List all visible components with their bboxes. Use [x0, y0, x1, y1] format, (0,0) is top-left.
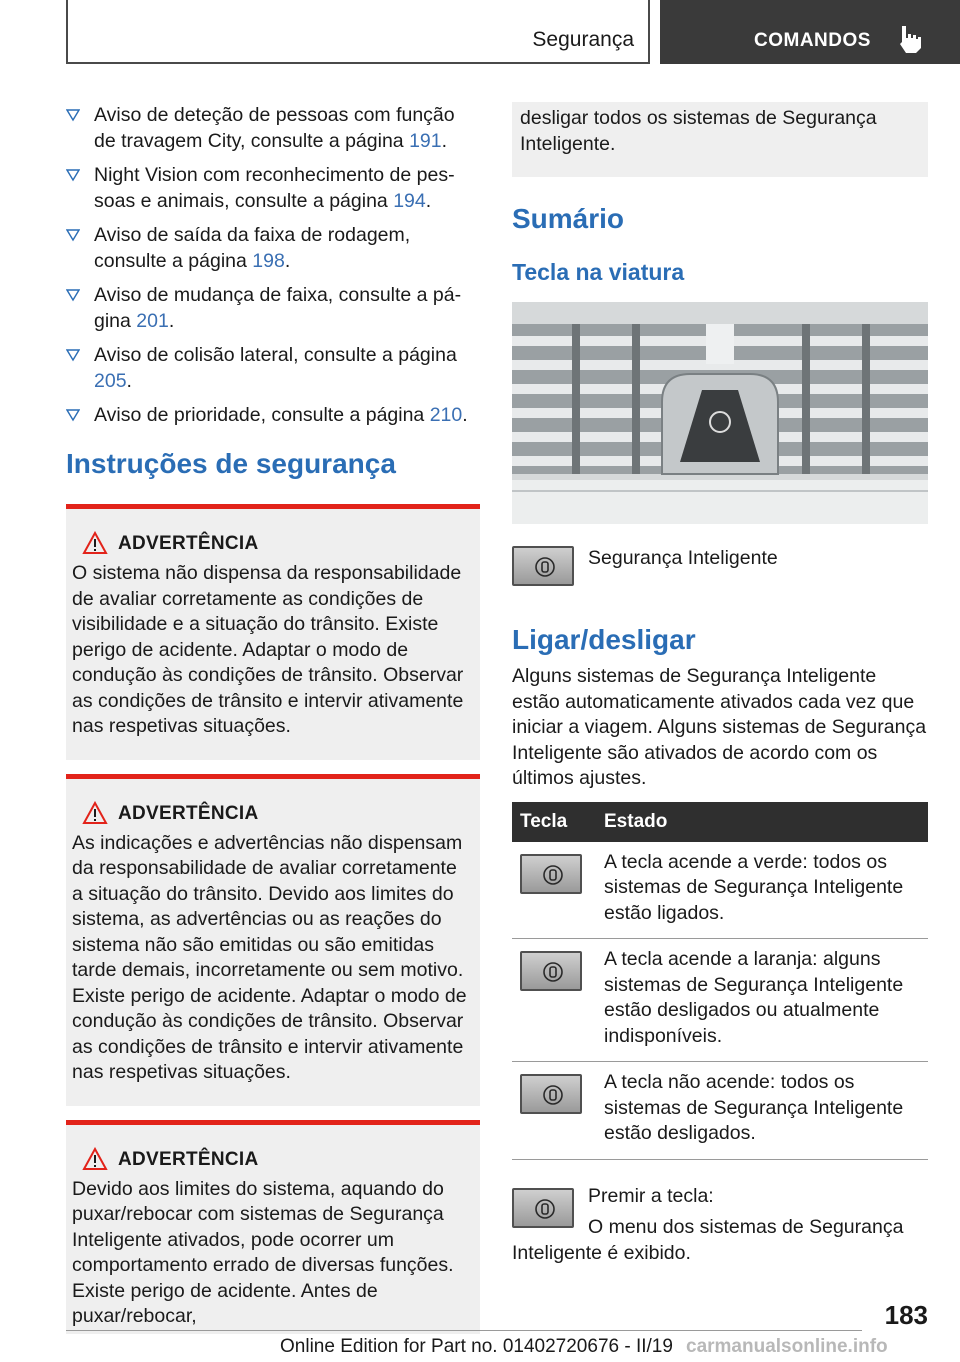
warning-continuation: desligar todos os sistemas de Segurança Inteligente.	[512, 102, 928, 177]
page-link[interactable]: 194	[393, 190, 426, 212]
dashboard-vent-image	[512, 302, 928, 524]
warning-text: Devido aos limites do sistema, aquando do puxar/rebocar com sistemas de Segurança Inteligente ativados, pode ocorrer um comportamento errado de diversas funções. Existe perigo de acidente. Antes de puxar/rebocar,	[72, 1177, 454, 1327]
page-link[interactable]: 201	[136, 310, 169, 332]
list-item: Night Vision com reconhecimento de pessoas e animais, consulte a página 194.	[66, 162, 480, 214]
warning-title: ADVERTÊNCIA	[118, 1148, 259, 1170]
warning-box	[66, 774, 480, 1106]
section-box	[66, 0, 650, 64]
triangle-bullet-icon	[66, 348, 80, 362]
table-row	[512, 842, 928, 939]
triangle-bullet-icon	[66, 228, 80, 242]
warning-text: O sistema não dispensa da responsabilidade de avaliar corretamente as condições de visibilidade e a situação do trânsito. Existe perigo de acidente. Adaptar o modo de condução às condições de trânsito. Observar as condições de trânsito e intervir ativamente nas respetivas situações.	[72, 562, 464, 737]
safety-heading: Instruções de segurança	[66, 448, 396, 479]
list-item: Aviso de prioridade, consulte a página 210.	[66, 402, 480, 428]
triangle-bullet-icon	[66, 288, 80, 302]
left-column	[66, 102, 480, 1334]
page-number: 183	[884, 1300, 928, 1330]
safety-button-icon	[520, 951, 582, 991]
list-item: Aviso de deteção de pessoas com função de travagem City, consulte a página 191.	[66, 102, 480, 154]
hand-pointer-icon	[896, 24, 924, 54]
state-table	[512, 802, 928, 1160]
table-header-row	[512, 802, 928, 842]
safety-button-icon	[520, 854, 582, 894]
section-title: Segurança	[532, 28, 634, 51]
list-item: Aviso de colisão lateral, consulte a página 205.	[66, 342, 480, 394]
warning-text: As indicações e advertências não dispensam da responsabilidade de avaliar corretamente a situação do trânsito. Devido aos limites do sistema, as advertências ou as reações do sistema não são emitidas ou são emitidas tarde demais, incorretamente ou sem motivo. Existe perigo de acidente. Adaptar o modo de condução às condições de trânsito. Observar as condições de trânsito e intervir ativamente nas respetivas situações.	[72, 831, 467, 1083]
press-label: Premir a tecla:	[588, 1184, 714, 1207]
state-text: A tecla não acende: todos os sistemas de Segurança Inteligente estão desligados.	[596, 1062, 928, 1160]
column-header-key: Tecla	[512, 802, 596, 842]
page-link[interactable]: 191	[409, 130, 442, 152]
page-header	[0, 0, 960, 64]
triangle-bullet-icon	[66, 168, 80, 182]
warning-box	[66, 1120, 480, 1334]
page-link[interactable]: 210	[429, 404, 463, 426]
page-link[interactable]: 198	[252, 250, 285, 272]
edition-text: Online Edition for Part no. 01402720676 - II/19	[280, 1336, 673, 1357]
warning-triangle-icon	[82, 531, 108, 555]
state-text: A tecla acende a laranja: alguns sistemas de Segurança Inteligente estão desligados ou atualmente indisponíveis.	[596, 939, 928, 1062]
car-radar-icon	[542, 961, 564, 983]
press-result	[588, 1215, 928, 1241]
warning-box	[66, 504, 480, 760]
press-instruction	[512, 1184, 928, 1241]
summary-heading: Sumário	[512, 203, 625, 234]
car-radar-icon	[534, 556, 556, 578]
warning-title: ADVERTÊNCIA	[118, 533, 259, 554]
warning-triangle-icon	[82, 801, 108, 825]
chapter-tab	[660, 0, 960, 64]
safety-button-icon	[520, 1074, 582, 1114]
triangle-bullet-icon	[66, 108, 80, 122]
key-heading: Tecla na viatura	[512, 259, 685, 285]
warning-triangle-icon	[82, 1147, 108, 1171]
onoff-heading: Ligar/desligar	[512, 624, 696, 655]
column-header-state: Estado	[596, 802, 928, 842]
onoff-text: Alguns sistemas de Segurança Inteligente estão automaticamente ativados cada vez que iniciar a viagem. Alguns sistemas de Segurança Inteligente são ativados de acordo com os últimos ajustes.	[512, 665, 927, 789]
footer-divider	[66, 1330, 862, 1331]
vehicle-key-photo	[512, 302, 928, 524]
press-result-text: O menu dos sistemas de Segurança Inteligente é exibido.	[512, 1216, 904, 1264]
watermark-logo: carmanualsonline.info	[686, 1336, 888, 1357]
key-caption: Segurança Inteligente	[588, 547, 778, 569]
state-text: A tecla acende a verde: todos os sistemas de Segurança Inteligente estão ligados.	[596, 842, 928, 939]
table-row	[512, 1062, 928, 1160]
chapter-title: COMANDOS	[754, 30, 871, 51]
car-radar-icon	[542, 1084, 564, 1106]
page-link[interactable]: 205	[94, 370, 127, 392]
safety-button-icon	[512, 1188, 574, 1228]
table-row	[512, 939, 928, 1062]
car-radar-icon	[534, 1198, 556, 1220]
key-caption-row	[512, 546, 928, 596]
list-item: Aviso de saída da faixa de rodagem, consulte a página 198.	[66, 222, 480, 274]
warning-title: ADVERTÊNCIA	[118, 802, 259, 824]
triangle-bullet-icon	[66, 408, 80, 422]
car-radar-icon	[542, 864, 564, 886]
safety-button-icon	[512, 546, 574, 586]
list-item: Aviso de mudança de faixa, consulte a página 201.	[66, 282, 480, 334]
right-column	[512, 102, 928, 1266]
